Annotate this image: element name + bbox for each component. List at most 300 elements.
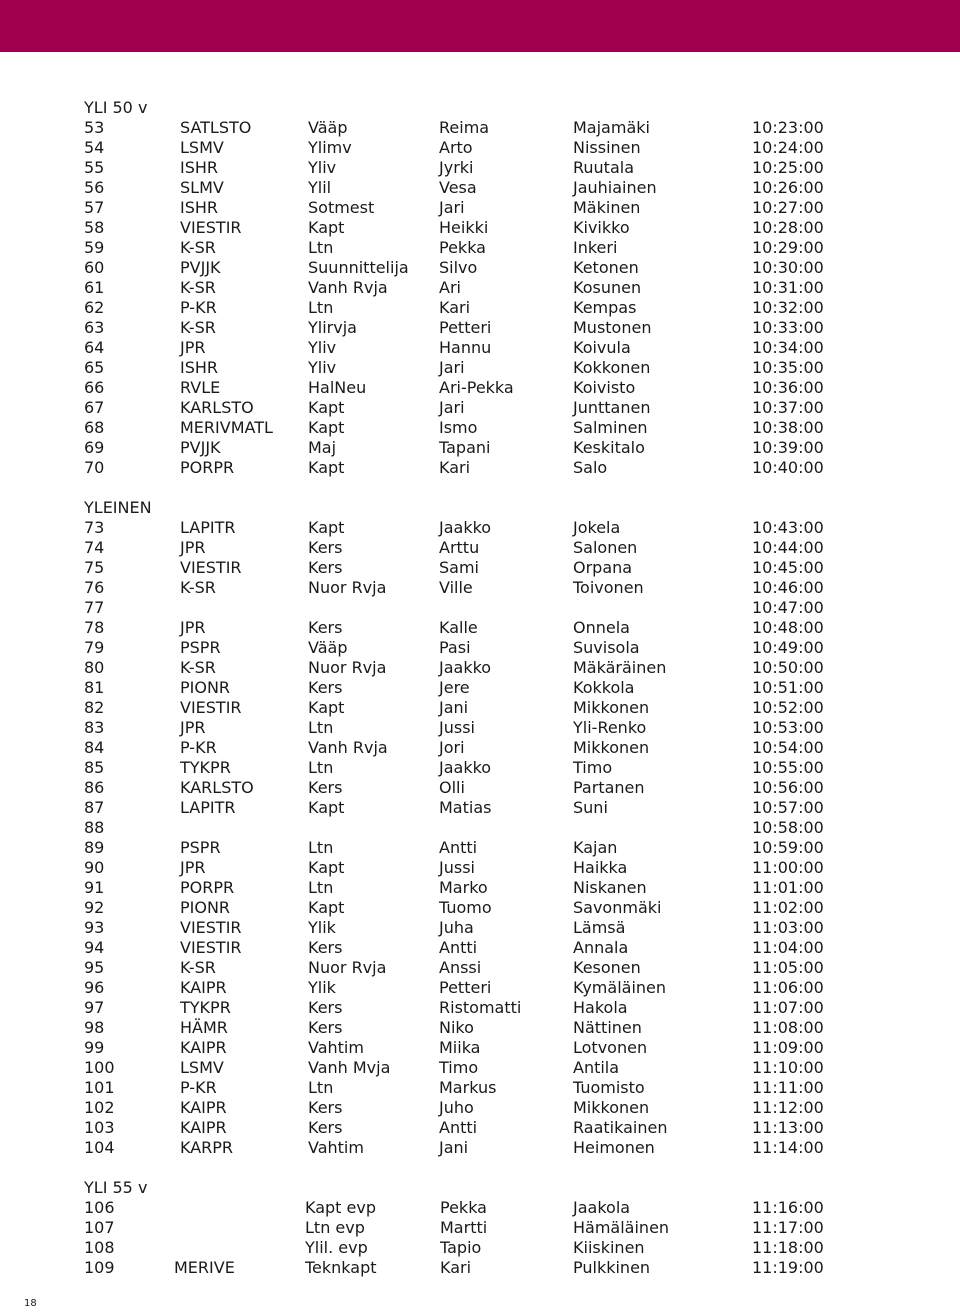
first-name: Jori xyxy=(439,738,465,757)
unit-name: LSMV xyxy=(180,138,224,157)
start-number: 88 xyxy=(84,818,105,837)
start-time: 10:53:00 xyxy=(752,718,824,737)
unit-name: P-KR xyxy=(180,298,217,317)
last-name: Kosunen xyxy=(573,278,642,297)
last-name: Onnela xyxy=(573,618,630,637)
unit-name: MERIVMATL xyxy=(180,418,273,437)
rank: Yliv xyxy=(308,158,337,177)
unit-name: PIONR xyxy=(180,898,231,917)
last-name: Ketonen xyxy=(573,258,639,277)
first-name: Kari xyxy=(440,1258,472,1277)
start-number: 96 xyxy=(84,978,105,997)
rank: Vääp xyxy=(308,638,348,657)
unit-name: LAPITR xyxy=(180,518,236,537)
first-name: Antti xyxy=(439,838,478,857)
first-name: Pasi xyxy=(439,638,471,657)
start-time: 11:17:00 xyxy=(752,1218,824,1237)
rank: Kers xyxy=(308,998,343,1017)
start-number: 70 xyxy=(84,458,105,477)
last-name: Kajan xyxy=(573,838,618,857)
table-row xyxy=(84,1098,844,1118)
rank: Kers xyxy=(308,1018,343,1037)
first-name: Jaakko xyxy=(439,518,492,537)
last-name: Orpana xyxy=(573,558,633,577)
start-time: 10:47:00 xyxy=(752,598,824,617)
last-name: Suni xyxy=(573,798,608,817)
last-name: Antila xyxy=(573,1058,620,1077)
start-time: 11:01:00 xyxy=(752,878,824,897)
first-name: Jaakko xyxy=(439,658,492,677)
first-name: Pekka xyxy=(439,238,486,257)
first-name: Jani xyxy=(439,698,469,717)
table-row xyxy=(84,458,844,478)
start-number: 54 xyxy=(84,138,105,157)
unit-name: PORPR xyxy=(180,878,235,897)
unit-name: JPR xyxy=(180,718,206,737)
rank: Kers xyxy=(308,618,343,637)
start-number: 101 xyxy=(84,1078,115,1097)
start-number: 75 xyxy=(84,558,105,577)
start-time: 10:52:00 xyxy=(752,698,824,717)
first-name: Petteri xyxy=(439,318,492,337)
first-name: Anssi xyxy=(439,958,482,977)
start-time: 11:16:00 xyxy=(752,1198,824,1217)
rank: Vääp xyxy=(308,118,348,137)
last-name: Mustonen xyxy=(573,318,652,337)
first-name: Jani xyxy=(439,1138,469,1157)
last-name: Savonmäki xyxy=(573,898,662,917)
unit-name: K-SR xyxy=(180,278,216,297)
unit-name: ISHR xyxy=(180,358,219,377)
rank: Vanh Rvja xyxy=(308,278,388,297)
start-time: 10:36:00 xyxy=(752,378,824,397)
unit-name: VIESTIR xyxy=(180,558,242,577)
start-time: 10:43:00 xyxy=(752,518,824,537)
start-time: 10:34:00 xyxy=(752,338,824,357)
first-name: Martti xyxy=(440,1218,488,1237)
first-name: Juho xyxy=(439,1098,474,1117)
last-name: Toivonen xyxy=(573,578,644,597)
first-name: Silvo xyxy=(439,258,478,277)
page-number: 18 xyxy=(24,1298,37,1309)
unit-name: KARLSTO xyxy=(180,398,254,417)
rank: Nuor Rvja xyxy=(308,578,387,597)
table-row xyxy=(84,518,844,538)
table-row xyxy=(84,838,844,858)
start-number: 83 xyxy=(84,718,105,737)
section-yli-55 xyxy=(84,1178,844,1278)
unit-name: VIESTIR xyxy=(180,218,242,237)
rank: Vahtim xyxy=(308,1138,364,1157)
start-time: 11:04:00 xyxy=(752,938,824,957)
table-row xyxy=(84,238,844,258)
rank: Yliv xyxy=(308,338,337,357)
first-name: Arto xyxy=(439,138,473,157)
start-number: 64 xyxy=(84,338,105,357)
start-number: 65 xyxy=(84,358,105,377)
start-time: 10:37:00 xyxy=(752,398,824,417)
rank: Kapt xyxy=(308,858,345,877)
start-time: 11:02:00 xyxy=(752,898,824,917)
last-name: Yli-Renko xyxy=(573,718,647,737)
start-number: 69 xyxy=(84,438,105,457)
start-time: 11:18:00 xyxy=(752,1238,824,1257)
first-name: Ismo xyxy=(439,418,478,437)
first-name: Jari xyxy=(439,398,465,417)
first-name: Tuomo xyxy=(439,898,492,917)
start-number: 89 xyxy=(84,838,105,857)
first-name: Reima xyxy=(439,118,490,137)
table-row xyxy=(84,1138,844,1158)
table-row xyxy=(84,118,844,138)
table-row xyxy=(84,398,844,418)
start-time: 11:05:00 xyxy=(752,958,824,977)
rank: Kapt xyxy=(308,798,345,817)
table-row xyxy=(84,618,844,638)
rank: Kapt xyxy=(308,698,345,717)
table-row xyxy=(84,678,844,698)
table-row xyxy=(84,738,844,758)
rank: Vanh Rvja xyxy=(308,738,388,757)
first-name: Niko xyxy=(439,1018,474,1037)
last-name: Lotvonen xyxy=(573,1038,648,1057)
section-rows xyxy=(84,518,844,1158)
start-number: 91 xyxy=(84,878,105,897)
last-name: Partanen xyxy=(573,778,645,797)
table-row xyxy=(84,338,844,358)
rank: Ylimv xyxy=(308,138,352,157)
first-name: Marko xyxy=(439,878,488,897)
rank: Kers xyxy=(308,558,343,577)
start-number: 107 xyxy=(84,1218,115,1237)
table-row xyxy=(84,1058,844,1078)
rank: Kers xyxy=(308,678,343,697)
rank: Kapt xyxy=(308,518,345,537)
first-name: Tapio xyxy=(440,1238,482,1257)
table-row xyxy=(84,358,844,378)
start-time: 11:08:00 xyxy=(752,1018,824,1037)
first-name: Tapani xyxy=(439,438,491,457)
table-row xyxy=(84,1018,844,1038)
rank: Ltn xyxy=(308,758,334,777)
start-number: 108 xyxy=(84,1238,115,1257)
start-number: 67 xyxy=(84,398,105,417)
start-number: 62 xyxy=(84,298,105,317)
first-name: Jari xyxy=(439,358,465,377)
rank: Suunnittelija xyxy=(308,258,409,277)
start-time: 10:29:00 xyxy=(752,238,824,257)
start-number: 81 xyxy=(84,678,105,697)
start-time: 10:50:00 xyxy=(752,658,824,677)
rank: Ltn xyxy=(308,298,334,317)
first-name: Jari xyxy=(439,198,465,217)
rank: Ltn xyxy=(308,878,334,897)
start-number: 63 xyxy=(84,318,105,337)
rank: Vahtim xyxy=(308,1038,364,1057)
start-number: 76 xyxy=(84,578,105,597)
first-name: Antti xyxy=(439,1118,478,1137)
start-number: 73 xyxy=(84,518,105,537)
last-name: Koivisto xyxy=(573,378,636,397)
start-time: 11:07:00 xyxy=(752,998,824,1017)
section-rows xyxy=(84,1198,844,1278)
table-row xyxy=(84,198,844,218)
start-time: 11:12:00 xyxy=(752,1098,824,1117)
first-name: Juha xyxy=(439,918,474,937)
unit-name: TYKPR xyxy=(180,758,231,777)
rank: Kapt evp xyxy=(305,1198,376,1217)
start-time: 10:27:00 xyxy=(752,198,824,217)
last-name: Heimonen xyxy=(573,1138,655,1157)
start-time: 10:55:00 xyxy=(752,758,824,777)
first-name: Olli xyxy=(439,778,465,797)
last-name: Hakola xyxy=(573,998,628,1017)
last-name: Mikkonen xyxy=(573,738,650,757)
first-name: Vesa xyxy=(439,178,477,197)
section-rows xyxy=(84,118,844,478)
start-time: 10:54:00 xyxy=(752,738,824,757)
section-yli-50 xyxy=(84,98,844,478)
table-row xyxy=(84,918,844,938)
start-number: 97 xyxy=(84,998,105,1017)
section-title: YLI 55 v xyxy=(84,1178,148,1197)
rank: Ltn evp xyxy=(305,1218,365,1237)
unit-name: VIESTIR xyxy=(180,918,242,937)
rank: Ylik xyxy=(308,978,336,997)
rank: Kers xyxy=(308,538,343,557)
last-name: Mikkonen xyxy=(573,1098,650,1117)
table-row xyxy=(84,718,844,738)
first-name: Hannu xyxy=(439,338,492,357)
table-row xyxy=(84,858,844,878)
table-row xyxy=(84,1238,844,1258)
rank: Kapt xyxy=(308,898,345,917)
last-name: Lämsä xyxy=(573,918,626,937)
table-row xyxy=(84,638,844,658)
last-name: Nissinen xyxy=(573,138,641,157)
start-time: 10:59:00 xyxy=(752,838,824,857)
start-time: 11:13:00 xyxy=(752,1118,824,1137)
first-name: Petteri xyxy=(439,978,492,997)
start-time: 10:38:00 xyxy=(752,418,824,437)
last-name: Niskanen xyxy=(573,878,647,897)
table-row xyxy=(84,798,844,818)
unit-name: P-KR xyxy=(180,738,217,757)
last-name: Mäkinen xyxy=(573,198,641,217)
start-time: 10:48:00 xyxy=(752,618,824,637)
start-time: 10:57:00 xyxy=(752,798,824,817)
unit-name: PVJJK xyxy=(180,258,221,277)
rank: Ylik xyxy=(308,918,336,937)
unit-name: KAIPR xyxy=(180,1038,227,1057)
unit-name: K-SR xyxy=(180,318,216,337)
start-time: 10:31:00 xyxy=(752,278,824,297)
first-name: Arttu xyxy=(439,538,480,557)
rank: Nuor Rvja xyxy=(308,958,387,977)
table-row xyxy=(84,818,844,838)
last-name: Hämäläinen xyxy=(573,1218,670,1237)
last-name: Kivikko xyxy=(573,218,630,237)
start-time: 10:23:00 xyxy=(752,118,824,137)
unit-name: KAIPR xyxy=(180,1098,227,1117)
start-number: 82 xyxy=(84,698,105,717)
first-name: Kalle xyxy=(439,618,478,637)
unit-name: TYKPR xyxy=(180,998,231,1017)
start-number: 68 xyxy=(84,418,105,437)
table-row xyxy=(84,998,844,1018)
start-time: 11:10:00 xyxy=(752,1058,824,1077)
unit-name: MERIVE xyxy=(174,1258,235,1277)
start-number: 95 xyxy=(84,958,105,977)
table-row xyxy=(84,778,844,798)
start-number: 100 xyxy=(84,1058,115,1077)
start-number: 57 xyxy=(84,198,105,217)
start-time: 10:30:00 xyxy=(752,258,824,277)
unit-name: HÄMR xyxy=(180,1018,228,1037)
table-row xyxy=(84,598,844,618)
rank: Ltn xyxy=(308,1078,334,1097)
table-row xyxy=(84,418,844,438)
last-name: Tuomisto xyxy=(573,1078,645,1097)
start-number: 99 xyxy=(84,1038,105,1057)
last-name: Raatikainen xyxy=(573,1118,668,1137)
rank: Teknkapt xyxy=(305,1258,377,1277)
first-name: Ristomatti xyxy=(439,998,522,1017)
table-row xyxy=(84,378,844,398)
unit-name: ISHR xyxy=(180,198,219,217)
last-name: Keskitalo xyxy=(573,438,645,457)
start-time: 11:03:00 xyxy=(752,918,824,937)
last-name: Jokela xyxy=(573,518,621,537)
unit-name: K-SR xyxy=(180,578,216,597)
table-row xyxy=(84,298,844,318)
start-number: 66 xyxy=(84,378,105,397)
last-name: Junttanen xyxy=(573,398,651,417)
table-row xyxy=(84,538,844,558)
rank: Ltn xyxy=(308,718,334,737)
first-name: Kari xyxy=(439,458,471,477)
unit-name: ISHR xyxy=(180,158,219,177)
first-name: Ari-Pekka xyxy=(439,378,514,397)
first-name: Antti xyxy=(439,938,478,957)
table-row xyxy=(84,578,844,598)
start-time: 10:39:00 xyxy=(752,438,824,457)
last-name: Jauhiainen xyxy=(573,178,657,197)
table-row xyxy=(84,698,844,718)
table-row xyxy=(84,138,844,158)
first-name: Ari xyxy=(439,278,461,297)
last-name: Nättinen xyxy=(573,1018,642,1037)
unit-name: PSPR xyxy=(180,638,221,657)
rank: Kers xyxy=(308,1098,343,1117)
start-time: 10:58:00 xyxy=(752,818,824,837)
start-number: 53 xyxy=(84,118,105,137)
last-name: Kiiskinen xyxy=(573,1238,645,1257)
table-row xyxy=(84,158,844,178)
unit-name: K-SR xyxy=(180,238,216,257)
unit-name: JPR xyxy=(180,858,206,877)
last-name: Kymäläinen xyxy=(573,978,667,997)
unit-name: PORPR xyxy=(180,458,235,477)
table-row xyxy=(84,1118,844,1138)
first-name: Miika xyxy=(439,1038,481,1057)
last-name: Salminen xyxy=(573,418,648,437)
last-name: Jaakola xyxy=(573,1198,631,1217)
table-row xyxy=(84,558,844,578)
unit-name: VIESTIR xyxy=(180,698,242,717)
unit-name: P-KR xyxy=(180,1078,217,1097)
start-number: 61 xyxy=(84,278,105,297)
last-name: Ruutala xyxy=(573,158,635,177)
first-name: Jussi xyxy=(439,718,475,737)
last-name: Haikka xyxy=(573,858,628,877)
table-row xyxy=(84,1258,844,1278)
unit-name: PIONR xyxy=(180,678,231,697)
start-time: 10:49:00 xyxy=(752,638,824,657)
first-name: Pekka xyxy=(440,1198,487,1217)
start-number: 60 xyxy=(84,258,105,277)
start-time: 11:19:00 xyxy=(752,1258,824,1277)
start-number: 85 xyxy=(84,758,105,777)
rank: Sotmest xyxy=(308,198,375,217)
section-title: YLEINEN xyxy=(84,498,152,517)
first-name: Sami xyxy=(439,558,479,577)
start-number: 77 xyxy=(84,598,105,617)
unit-name: JPR xyxy=(180,538,206,557)
start-time: 10:45:00 xyxy=(752,558,824,577)
start-time: 11:00:00 xyxy=(752,858,824,877)
rank: Ltn xyxy=(308,238,334,257)
first-name: Jaakko xyxy=(439,758,492,777)
table-row xyxy=(84,938,844,958)
start-time: 10:44:00 xyxy=(752,538,824,557)
start-number: 106 xyxy=(84,1198,115,1217)
start-time: 10:56:00 xyxy=(752,778,824,797)
unit-name: VIESTIR xyxy=(180,938,242,957)
last-name: Inkeri xyxy=(573,238,618,257)
start-number: 98 xyxy=(84,1018,105,1037)
rank: Ylil. evp xyxy=(305,1238,368,1257)
start-number: 90 xyxy=(84,858,105,877)
last-name: Timo xyxy=(573,758,613,777)
first-name: Markus xyxy=(439,1078,497,1097)
last-name: Mikkonen xyxy=(573,698,650,717)
unit-name: LAPITR xyxy=(180,798,236,817)
table-row xyxy=(84,898,844,918)
unit-name: SATLSTO xyxy=(180,118,252,137)
start-time: 10:26:00 xyxy=(752,178,824,197)
unit-name: JPR xyxy=(180,338,206,357)
start-time: 10:32:00 xyxy=(752,298,824,317)
header-band xyxy=(0,0,960,52)
start-list xyxy=(84,98,844,1278)
unit-name: KAIPR xyxy=(180,1118,227,1137)
table-row xyxy=(84,1078,844,1098)
start-time: 10:24:00 xyxy=(752,138,824,157)
rank: Kers xyxy=(308,1118,343,1137)
start-number: 87 xyxy=(84,798,105,817)
last-name: Kokkonen xyxy=(573,358,651,377)
unit-name: JPR xyxy=(180,618,206,637)
table-row xyxy=(84,278,844,298)
unit-name: KAIPR xyxy=(180,978,227,997)
table-row xyxy=(84,878,844,898)
first-name: Ville xyxy=(439,578,473,597)
start-time: 11:09:00 xyxy=(752,1038,824,1057)
first-name: Kari xyxy=(439,298,471,317)
table-row xyxy=(84,658,844,678)
table-row xyxy=(84,218,844,238)
